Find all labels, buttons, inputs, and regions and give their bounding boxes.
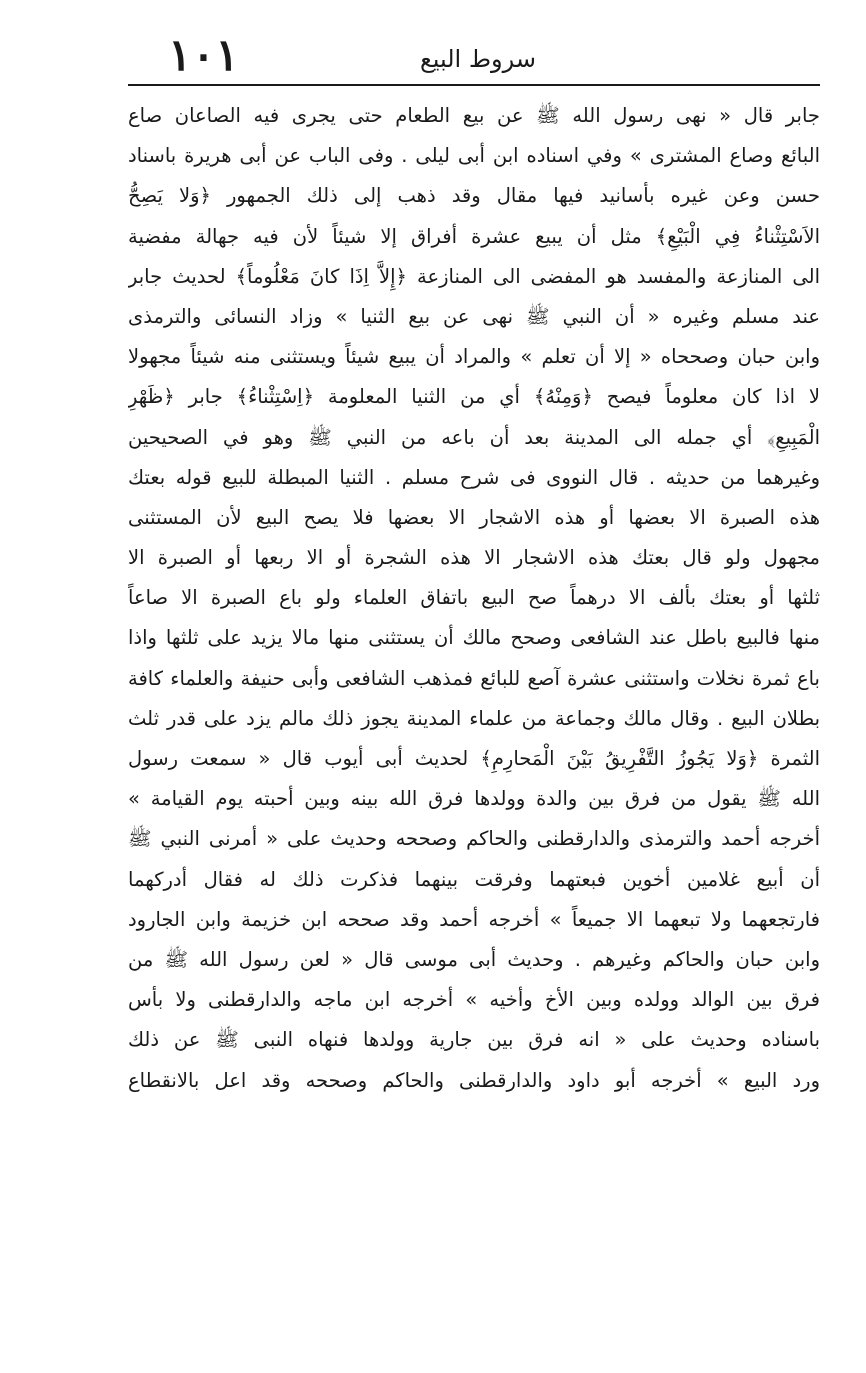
- page-number: ١٠١: [168, 30, 239, 81]
- text-line: باع ثمرة نخلات واستثنى عشرة آصع للبائع فمذهب الشافعى وأبى حنيفة والعلماء كافة: [128, 666, 820, 690]
- text-line: الاَسْتِثْناءُ فِي الْبَيْعِ﴾ مثل أن يبيع عشرة أفراق إلا شيئاً لأن فيه جهالة مفضية: [128, 224, 820, 248]
- text-line: باسناده وحديث على « انه فرق بين جارية وولدها فنهاه النبى ﷺ عن ذلك: [128, 1028, 820, 1052]
- text-line: فارتجعهما ولا تبعهما الا جميعاً » أخرجه أحمد وقد صححه ابن خزيمة وابن الجارود: [128, 907, 820, 931]
- text-line: حسن وعن غيره بأسانيد فيها مقال وقد ذهب إلى ذلك الجمهور ﴿وَلا يَصِحُّ: [128, 184, 820, 208]
- text-line: فرق بين الوالد وولده وبين الأخ وأخيه » أخرجه ابن ماجه والدارقطنى ولا بأس: [128, 988, 820, 1012]
- text-line: البائع وصاع المشترى » وفي اسناده ابن أبى ليلى . وفى الباب عن أبى هريرة باسناد: [128, 144, 820, 168]
- text-line: الثمرة ﴿وَلا يَجُوزُ التَّفْرِيقُ بَيْنَ الْمَحارِمِ﴾ لحديث أبى أيوب قال « سمعت رسول: [128, 747, 820, 770]
- text-line: عند مسلم وغيره « أن النبي ﷺ نهى عن بيع الثنيا » وزاد النسائى والترمذى: [128, 304, 820, 328]
- page-header: [128, 30, 820, 90]
- text-line: الْمَبِيعِ﴾ أي جمله الى المدينة بعد أن باعه من النبي ﷺ وهو في الصحيحين: [128, 425, 820, 449]
- text-line: أن أبيع غلامين أخوين فبعتهما وفرقت بينهما فذكرت ذلك له فقال أدركهما: [128, 867, 820, 891]
- text-line: هذه الصبرة الا بعضها أو هذه الاشجار الا بعضها فلا يصح البيع لأن المستثنى: [128, 505, 820, 529]
- text-line: ورد البيع » أخرجه أبو داود والدارقطنى والحاكم وصححه وقد اعل بالانقطاع: [128, 1068, 820, 1092]
- text-line: وابن حبان وصححاه « إلا أن تعلم » والمراد أن يبيع شيئاً ويستثنى منه شيئاً مجهولا: [128, 345, 820, 369]
- text-line: لا اذا كان معلوماً فيصح ﴿وَمِنْهُ﴾ أي من الثنيا المعلومة ﴿اِسْتِثْناءُ﴾ جابر ﴿ظَهْرِ: [128, 385, 820, 409]
- text-line: مجهول ولو قال بعتك هذه الاشجار الا هذه الشجرة أو الا ربعها أو الصبرة الا: [128, 546, 820, 570]
- text-line: وغيرهما من حديثه . قال النووى فى شرح مسلم . الثنيا المبطلة للبيع قوله بعتك: [128, 465, 820, 489]
- text-line: الله ﷺ يقول من فرق بين والدة وولدها فرق الله بينه وبين أحبته يوم القيامة »: [128, 787, 820, 811]
- text-line: وابن حبان والحاكم وغيرهم . وحديث أبى موسى قال « لعن رسول الله ﷺ من: [128, 947, 820, 971]
- text-line: بطلان البيع . وقال مالك وجماعة من علماء المدينة يجوز ذلك مالم يزد على قدر ثلث: [128, 706, 820, 730]
- text-line: ثلثها أو بعتك بألف الا درهماً صح البيع باتفاق العلماء ولو باع الصبرة الا صاعاً: [128, 586, 820, 610]
- body-text: [128, 96, 820, 1101]
- text-line: أخرجه أحمد والترمذى والدارقطنى والحاكم وصححه وحديث على « أمرنى النبي ﷺ: [128, 827, 820, 851]
- text-line: منها فالبيع باطل عند الشافعى وصحح مالك أن يستثنى منها مالا يزيد على ثلثها واذا: [128, 626, 820, 650]
- running-title: سروط البيع: [419, 45, 536, 73]
- text-line: جابر قال « نهى رسول الله ﷺ عن بيع الطعام حتى يجرى فيه الصاعان صاع: [128, 104, 820, 127]
- header-rule: [128, 84, 820, 86]
- text-line: الى المنازعة والمفسد هو المفضى الى المنازعة ﴿إِلاَّ اِذَا كانَ مَعْلُوماً﴾ لحديث جابر: [128, 264, 820, 288]
